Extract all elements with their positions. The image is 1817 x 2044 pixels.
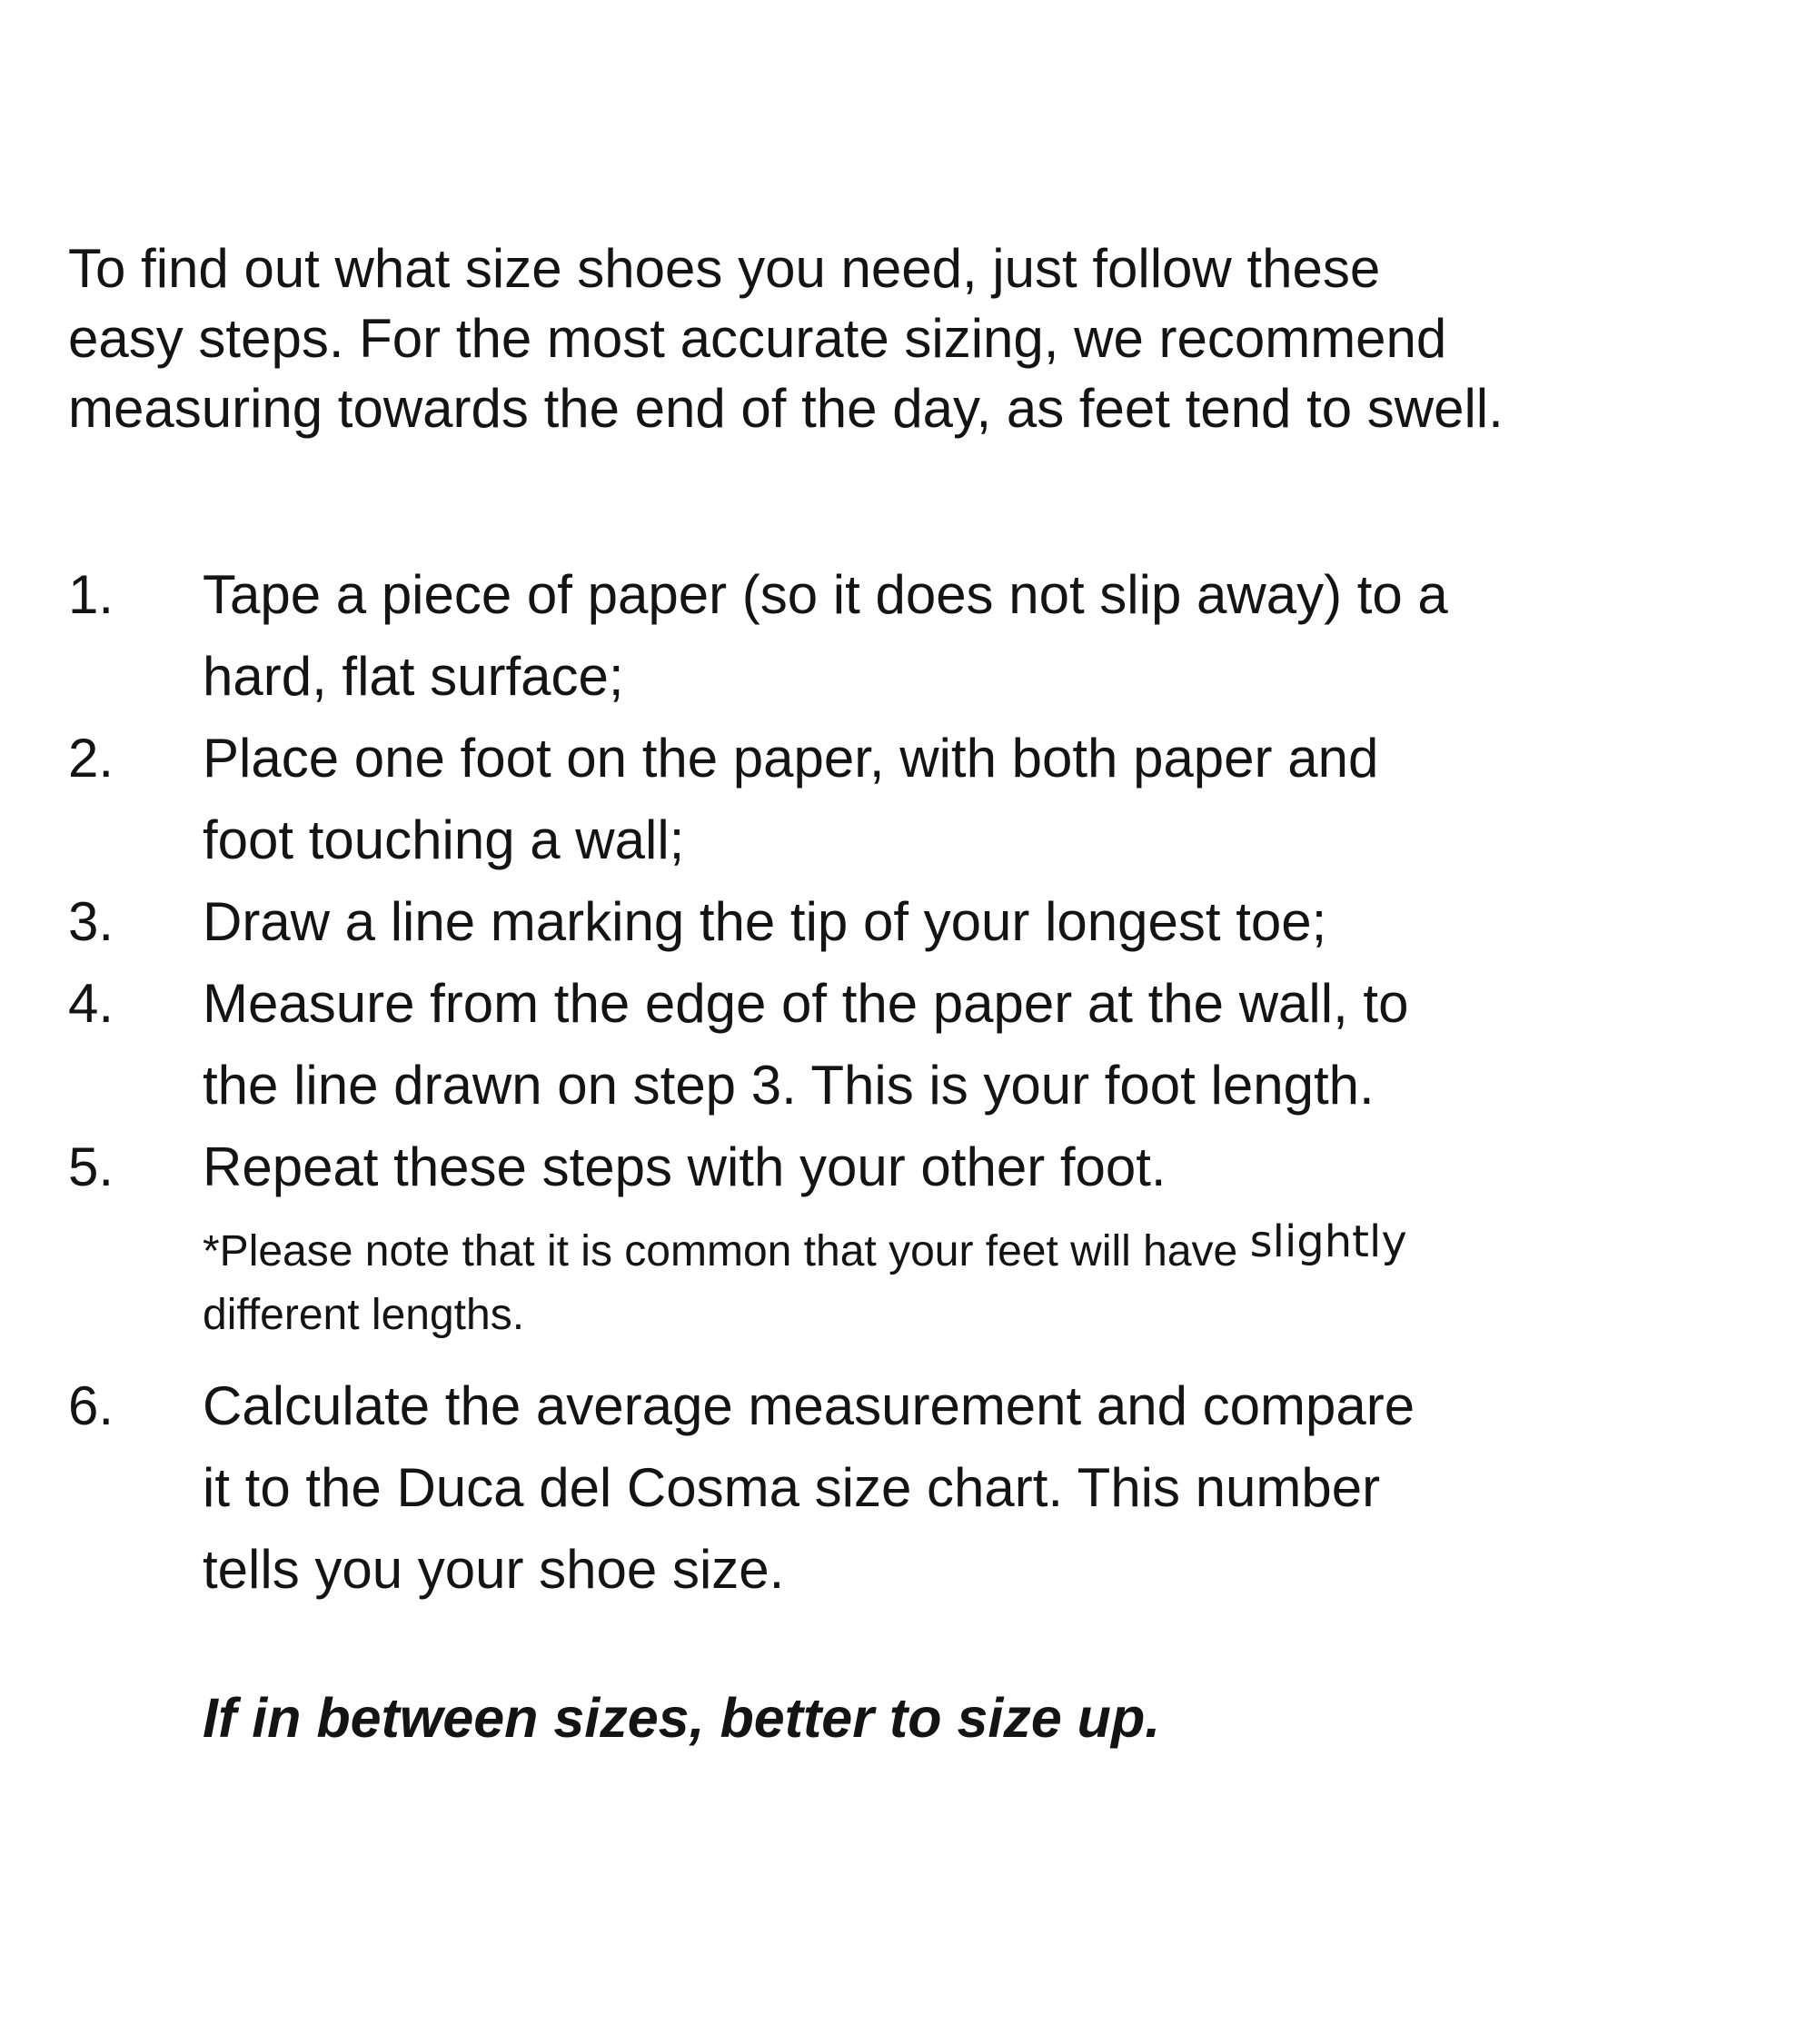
step-1-line-1: Tape a piece of paper (so it does not slip away) to a: [203, 564, 1448, 625]
intro-line-3: measuring towards the end of the day, as feet tend to swell.: [68, 378, 1504, 439]
step-text-4: [203, 963, 1448, 1126]
step-number-5: 5.: [68, 1136, 114, 1197]
intro-line-1: To find out what size shoes you need, just follow these: [68, 238, 1381, 299]
step-item-4: [68, 963, 1448, 1126]
step-number-2: 2.: [68, 728, 114, 789]
size-up-advice: If in between sizes, better to size up.: [203, 1687, 1161, 1749]
step-4-line-2: the line drawn on step 3. This is your foot length.: [203, 1055, 1375, 1116]
step-number-1: 1.: [68, 564, 114, 625]
feet-length-note: [203, 1216, 1448, 1347]
intro-paragraph: [68, 233, 1504, 443]
note-prefix: *Please note that it is common that your feet will have: [203, 1227, 1250, 1275]
step-4-line-1: Measure from the edge of the paper at the wall, to: [203, 973, 1409, 1034]
step-item-6: [68, 1365, 1448, 1611]
step-item-5: [68, 1126, 1448, 1347]
step-1-line-2: hard, flat surface;: [203, 646, 624, 707]
step-text-3: [203, 881, 1448, 963]
step-3-line-1: Draw a line marking the tip of your longest toe;: [203, 891, 1327, 952]
step-text-2: [203, 718, 1448, 881]
note-line-1: [203, 1216, 1448, 1284]
step-number-4: 4.: [68, 973, 114, 1034]
step-5-line-1: Repeat these steps with your other foot.: [203, 1136, 1167, 1197]
steps-list: [68, 554, 1448, 1759]
step-text-1: [203, 554, 1448, 718]
step-number-6: 6.: [68, 1375, 114, 1436]
step-6-line-3: tells you your shoe size.: [203, 1539, 785, 1600]
note-line-2: different lengths.: [203, 1291, 525, 1339]
step-6-line-2: it to the Duca del Cosma size chart. This number: [203, 1457, 1381, 1518]
step-text-6: [203, 1365, 1448, 1611]
step-item-2: [68, 718, 1448, 881]
intro-line-2: easy steps. For the most accurate sizing, we recommend: [68, 308, 1447, 369]
step-2-line-2: foot touching a wall;: [203, 809, 685, 870]
step-2-line-1: Place one foot on the paper, with both paper and: [203, 728, 1379, 789]
step-item-1: [68, 554, 1448, 718]
step-item-3: [68, 881, 1448, 963]
step-text-5: [203, 1126, 1448, 1347]
step-6-line-1: Calculate the average measurement and compare: [203, 1375, 1415, 1436]
note-highlight-word: slightly: [1249, 1216, 1407, 1267]
step-number-3: 3.: [68, 891, 114, 952]
